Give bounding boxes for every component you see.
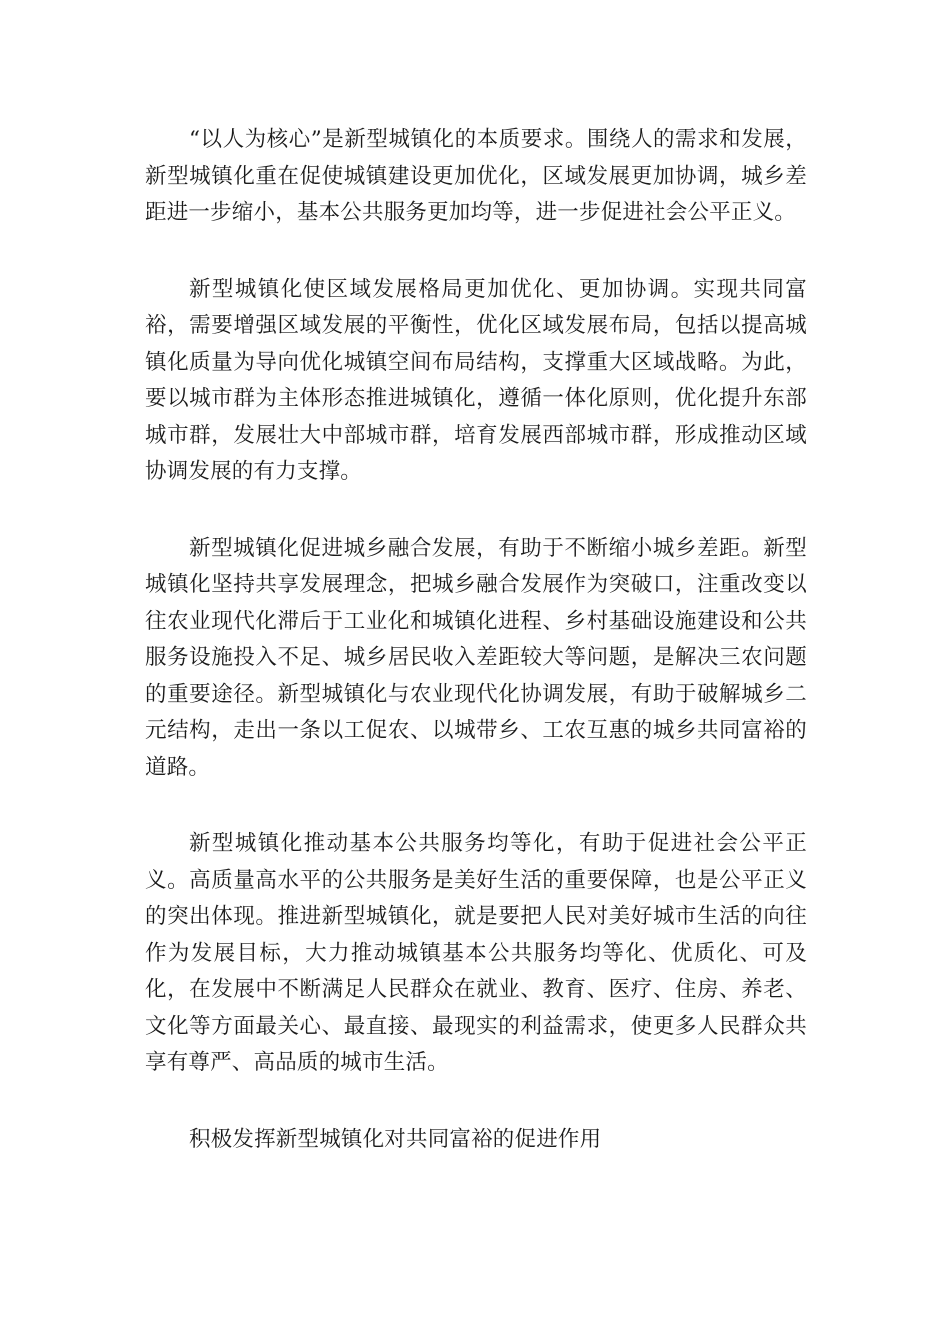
paragraph-urban-rural-integration: 新型城镇化促进城乡融合发展，有助于不断缩小城乡差距。新型城镇化坚持共享发展理念，把城乡融合发展作为突破口，注重改变以往农业现代化滞后于工业化和城镇化进程、乡村基础设施建设和公共服务设施投入不足、城乡居民收入差距较大等问题，是解决三农问题的重要途径。新型城镇化与农业现代化协调发展，有助于破解城乡二元结构，走出一条以工促农、以城带乡、工农互惠的城乡共同富裕的道路。 [145,535,807,780]
section-heading-common-prosperity: 积极发挥新型城镇化对共同富裕的促进作用 [189,1126,602,1152]
paragraph-core-requirement: “以人为核心”是新型城镇化的本质要求。围绕人的需求和发展，新型城镇化重在促使城镇建设更加优化，区域发展更加协调，城乡差距进一步缩小，基本公共服务更加均等，进一步促进社会公平正义。 [145,127,807,225]
paragraph-regional-development: 新型城镇化使区域发展格局更加优化、更加协调。实现共同富裕，需要增强区域发展的平衡性，优化区域发展布局，包括以提高城镇化质量为导向优化城镇空间布局结构，支撑重大区域战略。为此，要以城市群为主体形态推进城镇化，遵循一体化原则，优化提升东部城市群，发展壮大中部城市群，培育发展西部城市群，形成推动区域协调发展的有力支撑。 [145,276,807,484]
paragraph-public-services: 新型城镇化推动基本公共服务均等化，有助于促进社会公平正义。高质量高水平的公共服务是美好生活的重要保障，也是公平正义的突出体现。推进新型城镇化，就是要把人民对美好城市生活的向往作为发展目标，大力推动城镇基本公共服务均等化、优质化、可及化，在发展中不断满足人民群众在就业、教育、医疗、住房、养老、文化等方面最关心、最直接、最现实的利益需求，使更多人民群众共享有尊严、高品质的城市生活。 [145,831,807,1075]
document-body [145,122,807,1158]
